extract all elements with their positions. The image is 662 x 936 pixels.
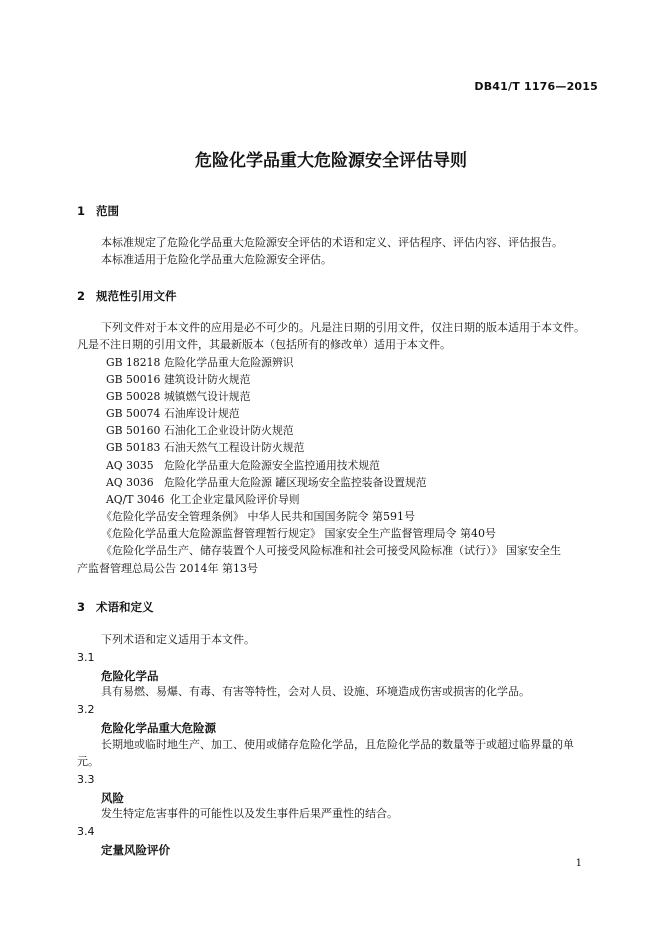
paragraph: 凡是不注日期的引用文件，其最新版本（包括所有的修改单）适用于本文件。 <box>77 338 451 351</box>
paragraph: 本标准规定了危险化学品重大危险源安全评估的术语和定义、评估程序、评估内容、评估报告。 <box>101 236 563 249</box>
reference-item <box>106 390 250 404</box>
section-number: 1 <box>77 204 86 218</box>
reference-code: GB 50183 <box>106 441 161 454</box>
section-title: 范围 <box>96 204 119 218</box>
section-title: 术语和定义 <box>96 600 154 614</box>
page-number: 1 <box>575 858 582 869</box>
term-name: 危险化学品重大危险源 <box>101 721 216 735</box>
term-name: 风险 <box>101 791 124 805</box>
paragraph: 本标准适用于危险化学品重大危险源安全评估。 <box>101 253 332 266</box>
reference-item <box>106 373 250 387</box>
reference-title: 危险化学品重大危险源辨识 <box>164 356 294 369</box>
standard-code: DB41/T 1176—2015 <box>474 80 598 93</box>
reference-title: 城镇燃气设计规范 <box>164 390 251 403</box>
term-name: 危险化学品 <box>101 669 159 683</box>
document-title: 危险化学品重大危险源安全评估导则 <box>195 151 467 171</box>
reference-title: 石油化工企业设计防火规范 <box>164 424 294 437</box>
term-name: 定量风险评价 <box>101 843 170 857</box>
section-number: 2 <box>77 289 86 303</box>
section-1-heading <box>77 203 119 219</box>
regulation-item: 《危险化学品重大危险源监督管理暂行规定》 国家安全生产监督管理局令 第40号 <box>101 527 496 540</box>
reference-code: AQ 3035 <box>106 459 154 472</box>
paragraph: 下列术语和定义适用于本文件。 <box>101 633 255 646</box>
term-definition: 发生特定危害事件的可能性以及发生事件后果严重性的结合。 <box>101 807 398 820</box>
term-number: 3.2 <box>77 703 95 716</box>
reference-title: 建筑设计防火规范 <box>164 373 251 386</box>
section-3-heading <box>77 599 154 615</box>
reference-item <box>106 493 300 507</box>
reference-code: GB 50028 <box>106 390 161 403</box>
reference-code: AQ/T 3046 <box>106 493 165 506</box>
reference-title: 石油天然气工程设计防火规范 <box>164 441 305 454</box>
term-definition: 长期地或临时地生产、加工、使用或储存危险化学品，且危险化学品的数量等于或超过临界量的单 <box>101 738 574 751</box>
term-number: 3.3 <box>77 773 95 786</box>
section-number: 3 <box>77 600 86 614</box>
section-title: 规范性引用文件 <box>96 289 177 303</box>
reference-title: 石油库设计规范 <box>164 407 240 420</box>
reference-code: AQ 3036 <box>106 476 154 489</box>
reference-code: GB 18218 <box>106 356 161 369</box>
reference-item <box>106 424 294 438</box>
reference-item <box>106 459 380 473</box>
paragraph: 下列文件对于本文件的应用是必不可少的。凡是注日期的引用文件，仅注日期的版本适用于本文件。 <box>101 321 585 334</box>
term-number: 3.1 <box>77 651 95 664</box>
term-number: 3.4 <box>77 825 95 838</box>
reference-title: 危险化学品重大危险源 罐区现场安全监控装备设置规范 <box>164 476 427 489</box>
reference-code: GB 50160 <box>106 424 161 437</box>
reference-item <box>106 356 294 370</box>
term-definition-continued: 元。 <box>77 755 99 768</box>
regulation-item-continued: 产监督管理总局公告 2014年 第13号 <box>77 562 258 575</box>
reference-code: GB 50016 <box>106 373 161 386</box>
reference-title: 危险化学品重大危险源安全监控通用技术规范 <box>164 459 380 472</box>
section-2-heading <box>77 288 177 304</box>
reference-item <box>106 407 240 421</box>
reference-code: GB 50074 <box>106 407 161 420</box>
term-definition: 具有易燃、易爆、有毒、有害等特性，会对人员、设施、环境造成伤害或损害的化学品。 <box>101 685 530 698</box>
reference-item <box>106 441 304 455</box>
reference-title: 化工企业定量风险评价导则 <box>170 493 300 506</box>
regulation-item: 《危险化学品生产、储存装置个人可接受风险标准和社会可接受风险标准（试行）》 国家安全生 <box>101 544 561 557</box>
reference-item <box>106 476 427 490</box>
regulation-item: 《危险化学品安全管理条例》 中华人民共和国国务院令 第591号 <box>101 510 415 523</box>
